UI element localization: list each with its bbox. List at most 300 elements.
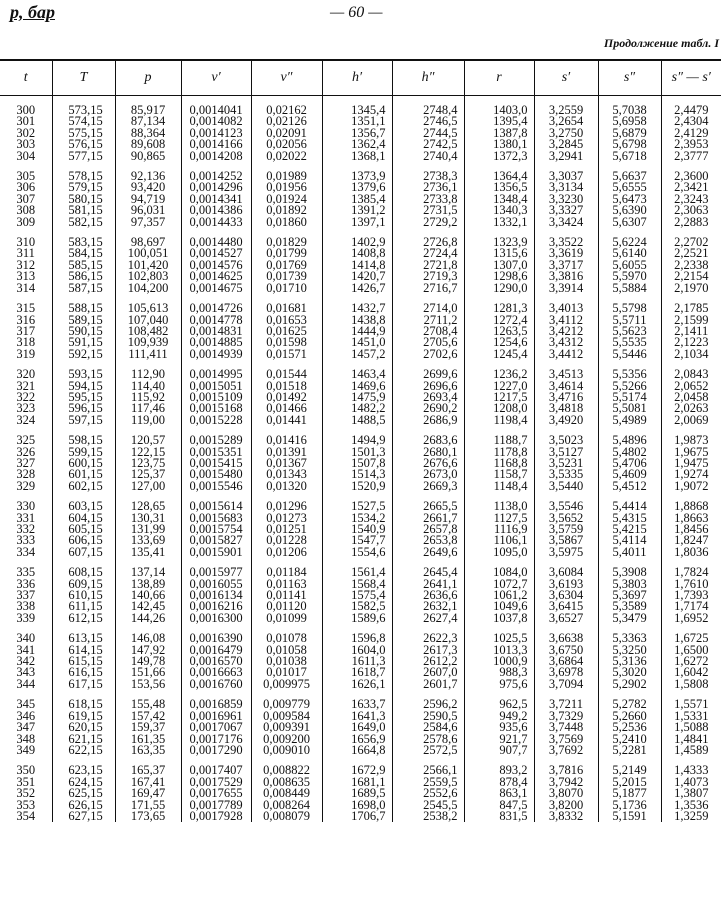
cell-value: 0,01441 <box>266 412 307 427</box>
cell-value: 1385,4 <box>351 191 386 206</box>
cell-value: 1116,9 <box>494 522 528 536</box>
cell-value: 1527,5 <box>351 499 386 514</box>
table-cell-p <box>115 699 181 756</box>
cell-value: 1664,8 <box>351 742 386 757</box>
cell-value: 1072,7 <box>493 576 528 591</box>
table-cell-p <box>115 237 181 294</box>
cell-value: 614,15 <box>68 642 103 657</box>
cell-value: 1208,0 <box>493 401 528 416</box>
cell-value: 3,4013 <box>548 301 584 316</box>
cell-value: 2657,8 <box>423 522 458 536</box>
cell-value: 3,4112 <box>549 312 583 327</box>
cell-value: 348 <box>16 731 36 746</box>
cell-value: 598,15 <box>68 433 103 448</box>
cell-value: 0,0015683 <box>189 510 243 525</box>
table-row-group <box>0 633 721 690</box>
table-cell-s2 <box>598 369 661 426</box>
cell-value: 1178,8 <box>493 444 528 459</box>
cell-value: 600,15 <box>68 455 103 470</box>
cell-value: 1037,8 <box>493 610 528 625</box>
table-cell-s1 <box>534 435 598 492</box>
table-cell-h2 <box>392 171 464 228</box>
cell-value: 1494,9 <box>351 433 386 448</box>
cell-value: 0,0016216 <box>189 599 243 614</box>
cell-value: 2,2154 <box>674 269 709 284</box>
cell-value: 0,0015168 <box>189 401 243 416</box>
cell-value: 0,0014433 <box>189 214 243 229</box>
cell-value: 0,01058 <box>266 642 307 657</box>
table-cell-p <box>115 171 181 228</box>
cell-value: 2686,9 <box>423 412 458 427</box>
cell-value: 169,47 <box>130 786 166 801</box>
cell-value: 0,01391 <box>266 444 307 459</box>
cell-value: 3,2750 <box>548 125 584 140</box>
cell-value: 5,5623 <box>612 323 647 338</box>
cell-value: 94,719 <box>130 191 166 206</box>
cell-value: 0,01466 <box>266 401 307 416</box>
cell-value: 576,15 <box>68 137 103 152</box>
cell-value: 5,6798 <box>612 137 647 152</box>
cell-value: 112,90 <box>131 367 165 382</box>
table-cell-h2 <box>392 501 464 558</box>
cell-value: 0,0015228 <box>189 412 243 427</box>
cell-value: 580,15 <box>68 191 103 206</box>
cell-value: 596,15 <box>68 401 103 416</box>
cell-value: 347 <box>16 720 36 735</box>
cell-value: 1168,8 <box>493 455 528 470</box>
cell-value: 3,3424 <box>548 214 584 229</box>
cell-value: 3,5546 <box>548 499 584 514</box>
cell-value: 607,15 <box>68 544 103 559</box>
cell-value: 1,6500 <box>674 642 709 657</box>
table-cell-r <box>464 567 534 624</box>
cell-value: 0,01343 <box>266 467 307 482</box>
cell-value: 344 <box>16 676 36 691</box>
cell-value: 1426,7 <box>351 280 386 295</box>
cell-value: 2716,7 <box>423 280 458 295</box>
table-row-group <box>0 171 721 228</box>
cell-value: 123,75 <box>130 455 166 470</box>
cell-value: 1,4589 <box>674 742 709 757</box>
table-row-group <box>0 567 721 624</box>
cell-value: 621,15 <box>68 731 103 746</box>
unit-label: p, бар <box>10 2 55 22</box>
table-cell-p <box>115 501 181 558</box>
cell-value: 3,3717 <box>548 257 584 272</box>
cell-value: 949,2 <box>499 708 528 723</box>
cell-value: 5,2149 <box>612 763 647 778</box>
cell-value: 0,01598 <box>266 335 307 350</box>
cell-value: 3,5335 <box>548 467 584 482</box>
cell-value: 3,4212 <box>548 323 584 338</box>
cell-value: 161,35 <box>130 731 166 746</box>
table-cell-v2 <box>251 303 322 360</box>
cell-value: 1236,2 <box>493 367 528 382</box>
table-cell-v2 <box>251 171 322 228</box>
cell-value: 3,4312 <box>548 335 584 350</box>
cell-value: 5,6224 <box>612 235 647 250</box>
cell-value: 147,92 <box>130 642 166 657</box>
cell-value: 1281,3 <box>493 301 528 316</box>
cell-value: 1372,3 <box>493 148 528 163</box>
cell-value: 0,0015546 <box>189 478 243 493</box>
cell-value: 1540,9 <box>351 522 386 536</box>
cell-value: 0,02126 <box>266 114 307 129</box>
cell-value: 0,0015827 <box>189 533 243 548</box>
table-row-group <box>0 501 721 558</box>
cell-value: 579,15 <box>68 180 103 195</box>
cell-value: 157,42 <box>130 708 166 723</box>
cell-value: 311 <box>16 246 35 261</box>
cell-value: 0,0017529 <box>189 774 243 789</box>
cell-value: 1298,6 <box>493 269 528 284</box>
cell-value: 322 <box>16 389 36 404</box>
cell-value: 573,15 <box>68 103 103 117</box>
cell-value: 975,6 <box>499 676 528 691</box>
cell-value: 0,01296 <box>266 499 307 514</box>
cell-value: 0,0015901 <box>189 544 243 559</box>
cell-value: 339 <box>16 610 36 625</box>
table-cell-h2 <box>392 567 464 624</box>
cell-value: 2,3421 <box>674 180 709 195</box>
cell-value: 111,411 <box>128 346 168 361</box>
cell-value: 1,7174 <box>674 599 709 614</box>
table-cell-h1 <box>322 369 392 426</box>
cell-value: 159,37 <box>130 720 166 735</box>
table-cell-T <box>52 435 115 492</box>
cell-value: 0,0014885 <box>189 335 243 350</box>
table-cell-s2 <box>598 237 661 294</box>
cell-value: 2,1599 <box>674 312 709 327</box>
cell-value: 0,02091 <box>266 125 307 140</box>
cell-value: 1379,6 <box>351 180 386 195</box>
cell-value: 0,01518 <box>266 378 307 393</box>
cell-value: 122,15 <box>130 444 166 459</box>
cell-value: 0,01860 <box>266 214 307 229</box>
table-cell-ds <box>661 501 721 558</box>
table-cell-r <box>464 303 534 360</box>
cell-value: 1013,3 <box>493 642 528 657</box>
cell-value: 1217,5 <box>493 389 528 404</box>
cell-value: 340 <box>16 631 36 646</box>
cell-value: 1463,4 <box>351 367 386 382</box>
cell-value: 109,939 <box>127 335 169 350</box>
cell-value: 1095,0 <box>493 544 528 559</box>
cell-value: 0,0014208 <box>189 148 243 163</box>
cell-value: 1420,7 <box>351 269 386 284</box>
cell-value: 5,2281 <box>612 742 647 757</box>
table-cell-T <box>52 303 115 360</box>
cell-value: 0,008822 <box>263 763 310 778</box>
page-number: — 60 — <box>330 4 383 21</box>
cell-value: 0,01367 <box>266 455 307 470</box>
cell-value: 92,136 <box>130 169 166 184</box>
cell-value: 3,6978 <box>548 665 584 680</box>
cell-value: 3,3134 <box>548 180 584 195</box>
cell-value: 0,0017928 <box>189 808 243 823</box>
cell-value: 1,9675 <box>674 444 709 459</box>
cell-value: 165,37 <box>130 763 166 778</box>
cell-value: 0,0017655 <box>189 786 243 801</box>
cell-value: 0,009975 <box>263 676 310 691</box>
cell-value: 127,00 <box>130 478 166 493</box>
cell-value: 2,3777 <box>674 148 709 163</box>
cell-value: 1,6042 <box>674 665 709 680</box>
cell-value: 328 <box>16 467 36 482</box>
cell-value: 100,051 <box>127 246 169 261</box>
cell-value: 107,040 <box>127 312 169 327</box>
cell-value: 5,6390 <box>612 203 647 218</box>
cell-value: 2733,8 <box>423 191 458 206</box>
table-cell-s1 <box>534 765 598 822</box>
cell-value: 334 <box>16 544 36 559</box>
cell-value: 618,15 <box>68 697 103 712</box>
cell-value: 3,3230 <box>548 191 584 206</box>
cell-value: 584,15 <box>68 246 103 261</box>
table-cell-t <box>0 237 52 294</box>
cell-value: 5,5081 <box>612 401 647 416</box>
cell-value: 0,01739 <box>266 269 307 284</box>
cell-value: 0,01038 <box>266 654 307 669</box>
cell-value: 1432,7 <box>351 301 386 316</box>
cell-value: 93,420 <box>130 180 166 195</box>
table-cell-p <box>115 369 181 426</box>
cell-value: 3,2559 <box>548 103 584 117</box>
table-cell-T <box>52 633 115 690</box>
cell-value: 575,15 <box>68 125 103 140</box>
cell-value: 305 <box>16 169 36 184</box>
cell-value: 622,15 <box>68 742 103 757</box>
cell-value: 1649,0 <box>351 720 386 735</box>
table-cell-T <box>52 765 115 822</box>
table-cell-p <box>115 633 181 690</box>
cell-value: 2627,4 <box>423 610 458 625</box>
cell-value: 3,7942 <box>548 774 584 789</box>
cell-value: 0,0014252 <box>189 169 243 184</box>
cell-value: 0,009200 <box>263 731 310 746</box>
cell-value: 863,1 <box>499 786 528 801</box>
cell-value: 0,01544 <box>266 367 307 382</box>
cell-value: 341 <box>16 642 36 657</box>
cell-value: 5,5535 <box>612 335 647 350</box>
cell-value: 595,15 <box>68 389 103 404</box>
cell-value: 2680,1 <box>423 444 458 459</box>
cell-value: 1106,1 <box>493 533 528 548</box>
table-cell-t <box>0 171 52 228</box>
table-cell-v2 <box>251 567 322 624</box>
cell-value: 586,15 <box>68 269 103 284</box>
cell-value: 3,7692 <box>548 742 584 757</box>
cell-value: 5,4609 <box>612 467 647 482</box>
cell-value: 330 <box>16 499 36 514</box>
cell-value: 1,7393 <box>674 588 709 603</box>
cell-value: 1061,2 <box>493 588 528 603</box>
table-cell-s2 <box>598 765 661 822</box>
cell-value: 319 <box>16 346 36 361</box>
cell-value: 2607,0 <box>423 665 458 680</box>
cell-value: 120,57 <box>130 433 166 448</box>
cell-value: 1391,2 <box>351 203 386 218</box>
table-cell-h1 <box>322 237 392 294</box>
cell-value: 0,02056 <box>266 137 307 152</box>
table-cell-s2 <box>598 171 661 228</box>
cell-value: 592,15 <box>68 346 103 361</box>
header-row <box>0 60 721 96</box>
cell-value: 312 <box>16 257 36 272</box>
cell-value: 2566,1 <box>423 763 458 778</box>
cell-value: 1049,6 <box>493 599 528 614</box>
cell-value: 0,0016961 <box>189 708 243 723</box>
cell-value: 1641,3 <box>351 708 386 723</box>
cell-value: 1568,4 <box>351 576 386 591</box>
cell-value: 1,7824 <box>674 565 709 580</box>
cell-value: 5,4215 <box>612 522 647 536</box>
cell-value: 1,3807 <box>674 786 709 801</box>
cell-value: 2,3243 <box>674 191 709 206</box>
cell-value: 1,7610 <box>674 576 709 591</box>
cell-value: 627,15 <box>68 808 103 823</box>
cell-value: 3,6193 <box>548 576 584 591</box>
cell-value: 3,3619 <box>548 246 584 261</box>
cell-value: 5,6879 <box>612 125 647 140</box>
cell-value: 306 <box>16 180 36 195</box>
table-cell-v1 <box>181 303 251 360</box>
cell-value: 0,01320 <box>266 478 307 493</box>
cell-value: 0,008079 <box>263 808 310 823</box>
cell-value: 624,15 <box>68 774 103 789</box>
cell-value: 3,3816 <box>548 269 584 284</box>
cell-value: 2636,6 <box>423 588 458 603</box>
cell-value: 1582,5 <box>351 599 386 614</box>
table-cell-v2 <box>251 237 322 294</box>
cell-value: 1025,5 <box>493 631 528 646</box>
table-cell-ds <box>661 303 721 360</box>
cell-value: 2,0069 <box>674 412 709 427</box>
cell-value: 0,0016055 <box>189 576 243 591</box>
cell-value: 1397,1 <box>351 214 386 229</box>
cell-value: 2,0263 <box>674 401 709 416</box>
cell-value: 5,5798 <box>612 301 647 316</box>
table-cell-t <box>0 699 52 756</box>
cell-value: 587,15 <box>68 280 103 295</box>
cell-value: 3,3522 <box>548 235 584 250</box>
cell-value: 3,6415 <box>548 599 584 614</box>
cell-value: 606,15 <box>68 533 103 548</box>
cell-value: 831,5 <box>499 808 528 823</box>
cell-value: 5,2015 <box>612 774 647 789</box>
cell-value: 623,15 <box>68 763 103 778</box>
cell-value: 0,0015351 <box>189 444 243 459</box>
cell-value: 5,2902 <box>612 676 647 691</box>
cell-value: 0,0015977 <box>189 565 243 580</box>
cell-value: 5,5711 <box>612 312 647 327</box>
cell-value: 0,01163 <box>266 576 307 591</box>
table-cell-ds <box>661 567 721 624</box>
column-header-s1: s′ <box>534 60 598 96</box>
cell-value: 102,803 <box>127 269 169 284</box>
table-cell-s1 <box>534 303 598 360</box>
cell-value: 2,3063 <box>674 203 709 218</box>
cell-value: 1611,3 <box>351 654 386 669</box>
cell-value: 3,6304 <box>548 588 584 603</box>
cell-value: 0,0014527 <box>189 246 243 261</box>
table-cell-v1 <box>181 765 251 822</box>
cell-value: 3,4513 <box>548 367 584 382</box>
cell-value: 574,15 <box>68 114 103 129</box>
table-cell-ds <box>661 237 721 294</box>
cell-value: 2596,2 <box>423 697 458 712</box>
cell-value: 1457,2 <box>351 346 386 361</box>
cell-value: 318 <box>16 335 36 350</box>
cell-value: 1408,8 <box>351 246 386 261</box>
column-header-T: T <box>52 60 115 96</box>
cell-value: 1,9475 <box>674 455 709 470</box>
cell-value: 1340,3 <box>493 203 528 218</box>
cell-value: 1547,7 <box>351 533 386 548</box>
cell-value: 5,3020 <box>612 665 647 680</box>
cell-value: 2,2338 <box>674 257 709 272</box>
table-cell-v2 <box>251 105 322 162</box>
cell-value: 1,8456 <box>674 522 709 536</box>
table-cell-ds <box>661 171 721 228</box>
table-cell-p <box>115 765 181 822</box>
cell-value: 1618,7 <box>351 665 386 680</box>
table-cell-h1 <box>322 699 392 756</box>
cell-value: 2724,4 <box>423 246 458 261</box>
cell-value: 3,7329 <box>548 708 584 723</box>
table-cell-r <box>464 105 534 162</box>
cell-value: 590,15 <box>68 323 103 338</box>
cell-value: 1380,1 <box>493 137 528 152</box>
cell-value: 1514,3 <box>351 467 386 482</box>
table-cell-s1 <box>534 633 598 690</box>
cell-value: 307 <box>16 191 36 206</box>
cell-value: 2578,6 <box>423 731 458 746</box>
cell-value: 907,7 <box>499 742 528 757</box>
table-cell-h2 <box>392 435 464 492</box>
cell-value: 314 <box>16 280 36 295</box>
table-cell-h1 <box>322 105 392 162</box>
cell-value: 0,0015289 <box>189 433 243 448</box>
table-cell-p <box>115 105 181 162</box>
cell-value: 3,6750 <box>548 642 584 657</box>
cell-value: 0,0015109 <box>189 389 243 404</box>
cell-value: 1000,9 <box>493 654 528 669</box>
cell-value: 130,31 <box>130 510 166 525</box>
cell-value: 140,66 <box>130 588 166 603</box>
table-cell-h2 <box>392 303 464 360</box>
cell-value: 0,0014576 <box>189 257 243 272</box>
cell-value: 108,482 <box>127 323 169 338</box>
cell-value: 2673,0 <box>423 467 458 482</box>
cell-value: 878,4 <box>499 774 528 789</box>
cell-value: 3,7211 <box>549 697 583 712</box>
table-cell-r <box>464 171 534 228</box>
cell-value: 2676,6 <box>423 455 458 470</box>
cell-value: 2622,3 <box>423 631 458 646</box>
table-cell-h1 <box>322 171 392 228</box>
cell-value: 351 <box>16 774 36 789</box>
cell-value: 0,0014386 <box>189 203 243 218</box>
cell-value: 2740,4 <box>423 148 458 163</box>
cell-value: 1,4841 <box>674 731 709 746</box>
table-cell-v1 <box>181 369 251 426</box>
cell-value: 2742,5 <box>423 137 458 152</box>
cell-value: 1589,6 <box>351 610 386 625</box>
table-cell-t <box>0 369 52 426</box>
cell-value: 1,3536 <box>674 797 709 812</box>
cell-value: 581,15 <box>68 203 103 218</box>
